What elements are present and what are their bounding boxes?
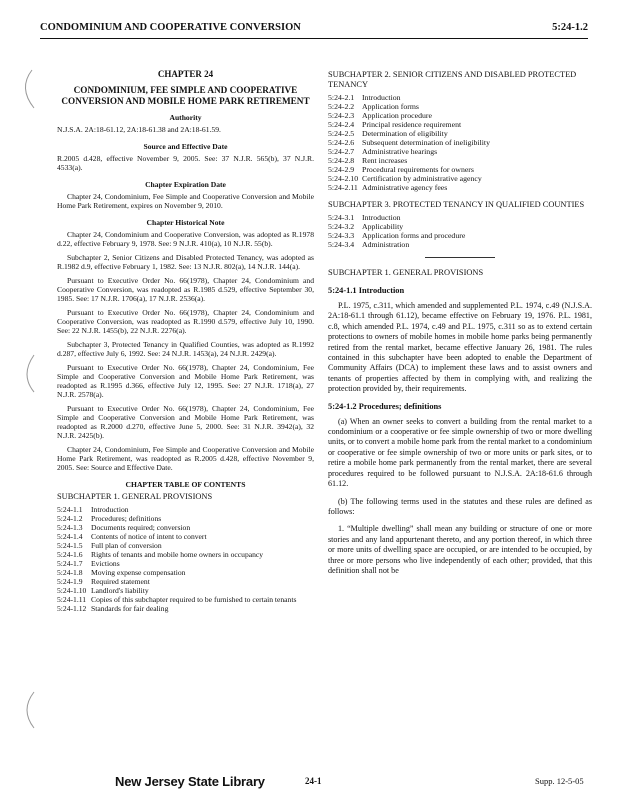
header-rule: [40, 38, 588, 39]
toc-row[interactable]: [57, 595, 314, 604]
toc-label: CHAPTER TABLE OF CONTENTS: [125, 480, 246, 489]
toc-row[interactable]: [57, 586, 314, 595]
chapter-title: CONDOMINIUM, FEE SIMPLE AND COOPERATIVE CONVERSION AND MOBILE HOME PARK RETIREMENT: [61, 85, 310, 106]
toc-number: 5:24-1.10: [57, 586, 87, 595]
toc-text: Required statement: [91, 577, 150, 586]
toc-subchapter-1-title: SUBCHAPTER 1. GENERAL PROVISIONS: [57, 492, 213, 501]
toc-row[interactable]: [328, 147, 592, 156]
toc-subchapter-3: [328, 213, 592, 249]
toc-number: 5:24-2.7: [328, 147, 355, 156]
toc-row[interactable]: [328, 156, 592, 165]
expiration-label: Chapter Expiration Date: [145, 180, 226, 189]
section-heading: 5:24-1.1 Introduction: [328, 286, 405, 295]
source-text: R.2005 d.428, effective November 9, 2005. See: 37 N.J.R. 565(b), 37 N.J.R. 4533(a).: [57, 154, 314, 172]
source-label: Source and Effective Date: [143, 142, 228, 151]
history-note: Pursuant to Executive Order No. 66(1978), Chapter 24, Condominium, Fee Simple and Cooperative Conversion and Mobile Home Park Retirement, was readopted as R.1995 d.366, effective July 12, 1995. See: 27 N.J.R. 1718(a), 27 N.J.R. 2578(a).: [57, 363, 314, 399]
toc-number: 5:24-1.11: [57, 595, 87, 604]
toc-number: 5:24-2.1: [328, 93, 355, 102]
toc-text: Rent increases: [362, 156, 408, 165]
toc-row[interactable]: [328, 138, 592, 147]
toc-number: 5:24-3.1: [328, 213, 355, 222]
toc-text: Standards for fair dealing: [91, 604, 169, 613]
toc-row[interactable]: [57, 550, 314, 559]
toc-row[interactable]: [328, 111, 592, 120]
toc-number: 5:24-1.9: [57, 577, 83, 586]
toc-number: 5:24-1.12: [57, 604, 87, 613]
definition-1: 1. “Multiple dwelling” shall mean any building or structure of one or more stories and any land appurtenant thereto, and any portion thereof, in which three or more units of dwelling space are occupied, or are intended to be occupied, by three or more persons who live independently of each other; provided, that this definition shall not be: [328, 524, 592, 575]
toc-row[interactable]: [57, 523, 314, 532]
section-paragraph-a: (a) When an owner seeks to convert a building from the rental market to a condominium or a cooperative or fee simple ownership of two or more dwelling units, or to convert a mobile home park from the rental market to a condominium or cooperative or fee simple ownership of two or more units or park sites, or to retire a mobile home park permanently from the rental market, there are several procedures required to be followed pursuant to N.J.S.A. 2A:18-61.6 through 61.12.: [328, 416, 592, 489]
section-paragraph-b: (b) The following terms used in the statutes and these rules are defined as follows:: [328, 496, 592, 516]
toc-row[interactable]: [328, 120, 592, 129]
page-number: 24-1: [305, 776, 322, 786]
toc-text: Copies of this subchapter required to be furnished to certain tenants: [91, 595, 297, 604]
chapter-number: CHAPTER 24: [157, 69, 214, 79]
history-notes: [57, 230, 314, 472]
section-text: P.L. 1975, c.311, which amended and supplemented P.L. 1974, c.49 (N.J.S.A. 2A:18-61.1 through 61.12), became effective on February 19, 1976. P.L. 1981, c.8, which amended P.L. 1974, c.49 and P.L. 1975, c.311 so as to extend certain protections to owners of mobile homes in mobile home parks being permanently retired from the rental market, became effective January 26, 1981. The rules contained in this subchapter have been adopted to enable the Department of Community Affairs (DCA) to implement these laws and to assist owners and tenants of properties affected by them in complying with, and realizing the protection provided by, their requirements.: [328, 301, 592, 394]
toc-row[interactable]: [57, 532, 314, 541]
toc-text: Documents required; conversion: [91, 523, 191, 532]
toc-text: Principal residence requirement: [362, 120, 462, 129]
toc-subchapter-3-title: SUBCHAPTER 3. PROTECTED TENANCY IN QUALIFIED COUNTIES: [328, 200, 585, 209]
toc-row[interactable]: [57, 505, 314, 514]
toc-text: Administrative agency fees: [362, 183, 448, 192]
toc-number: 5:24-1.2: [57, 514, 83, 523]
toc-row[interactable]: [328, 129, 592, 138]
toc-text: Administrative hearings: [362, 147, 438, 156]
toc-number: 5:24-1.5: [57, 541, 83, 550]
left-column: [57, 70, 314, 618]
toc-row[interactable]: [328, 102, 592, 111]
toc-text: Landlord's liability: [91, 586, 149, 595]
toc-text: Procedural requirements for owners: [362, 165, 474, 174]
toc-row[interactable]: [328, 174, 592, 183]
toc-text: Administration: [362, 240, 410, 249]
toc-row[interactable]: [57, 541, 314, 550]
toc-text: Procedures; definitions: [91, 514, 162, 523]
toc-text: Applicability: [362, 222, 404, 231]
toc-number: 5:24-2.11: [328, 183, 358, 192]
toc-number: 5:24-3.2: [328, 222, 355, 231]
toc-row[interactable]: [328, 240, 592, 249]
header-title: CONDOMINIUM AND COOPERATIVE CONVERSION: [40, 22, 301, 33]
toc-number: 5:24-1.6: [57, 550, 83, 559]
toc-row[interactable]: [57, 559, 314, 568]
toc-row[interactable]: [328, 93, 592, 102]
toc-text: Certification by administrative agency: [362, 174, 482, 183]
toc-number: 5:24-2.2: [328, 102, 355, 111]
toc-text: Contents of notice of intent to convert: [91, 532, 207, 541]
toc-text: Moving expense compensation: [91, 568, 186, 577]
toc-number: 5:24-2.5: [328, 129, 355, 138]
toc-row[interactable]: [328, 222, 592, 231]
toc-row[interactable]: [57, 514, 314, 523]
history-note: Pursuant to Executive Order No. 66(1978), Chapter 24, Condominium and Cooperative Conversion, was readopted as R.1985 d.529, effective September 30, 1985. See: 17 N.J.R. 1706(a), 17 N.J.R. 2536(a).: [57, 276, 314, 303]
history-note: Subchapter 3, Protected Tenancy in Qualified Counties, was adopted as R.1992 d.287, effective July 6, 1992. See: 24 N.J.R. 1453(a), 24 N.J.R. 2429(a).: [57, 340, 314, 358]
toc-number: 5:24-2.9: [328, 165, 355, 174]
toc-row[interactable]: [328, 165, 592, 174]
history-note: Pursuant to Executive Order No. 66(1978), Chapter 24, Condominium and Cooperative Conversion, was readopted as R.1990 d.579, effective July 10, 1990. See: 22 N.J.R. 1455(b), 22 N.J.R. 2276(a).: [57, 308, 314, 335]
toc-text: Application forms: [362, 102, 419, 111]
section-divider: [425, 257, 495, 258]
toc-number: 5:24-3.4: [328, 240, 355, 249]
running-header: [40, 22, 588, 36]
toc-text: Evictions: [91, 559, 120, 568]
toc-number: 5:24-2.8: [328, 156, 355, 165]
toc-number: 5:24-2.10: [328, 174, 359, 183]
toc-text: Subsequent determination of ineligibility: [362, 138, 490, 147]
library-logo: New Jersey State Library: [115, 774, 265, 789]
toc-subchapter-1: [57, 505, 314, 613]
toc-text: Application procedure: [362, 111, 432, 120]
body-subchapter-title: SUBCHAPTER 1. GENERAL PROVISIONS: [328, 268, 484, 277]
toc-row[interactable]: [328, 231, 592, 240]
toc-number: 5:24-2.4: [328, 120, 355, 129]
toc-text: Introduction: [91, 505, 129, 514]
toc-number: 5:24-1.1: [57, 505, 83, 514]
toc-row[interactable]: [57, 577, 314, 586]
toc-number: 5:24-2.3: [328, 111, 355, 120]
supplement-date: Supp. 12-5-05: [535, 776, 584, 786]
authority-label: Authority: [169, 113, 202, 122]
history-note: Chapter 24, Condominium and Cooperative Conversion, was adopted as R.1978 d.22, effective February 9, 1978. See: 9 N.J.R. 410(a), 10 N.J.R. 55(b).: [57, 230, 314, 248]
right-column: [328, 70, 592, 583]
expiration-text: Chapter 24, Condominium, Fee Simple and Cooperative Conversion and Mobile Home Park Retirement, expires on November 9, 2010.: [57, 192, 314, 210]
toc-text: Introduction: [362, 93, 401, 102]
history-label: Chapter Historical Note: [146, 218, 225, 227]
toc-number: 5:24-1.7: [57, 559, 83, 568]
toc-subchapter-2-title: SUBCHAPTER 2. SENIOR CITIZENS AND DISABLED PROTECTED TENANCY: [328, 70, 577, 89]
toc-text: Determination of eligibility: [362, 129, 448, 138]
toc-number: 5:24-1.4: [57, 532, 83, 541]
toc-text: Introduction: [362, 213, 401, 222]
toc-number: 5:24-2.6: [328, 138, 355, 147]
toc-subchapter-2: [328, 93, 592, 192]
toc-text: Application forms and procedure: [362, 231, 466, 240]
toc-row[interactable]: [57, 568, 314, 577]
history-note: Pursuant to Executive Order No. 66(1978), Chapter 24, Condominium, Fee Simple and Cooperative Conversion and Mobile Home Park Retirement, was readopted as R.2000 d.270, effective June 5, 2000. See: 31 N.J.R. 3942(a), 32 N.J.R. 2425(b).: [57, 404, 314, 440]
toc-row[interactable]: [57, 604, 314, 613]
toc-row[interactable]: [328, 183, 592, 192]
section-heading: 5:24-1.2 Procedures; definitions: [328, 401, 442, 411]
toc-row[interactable]: [328, 213, 592, 222]
toc-number: 5:24-1.3: [57, 523, 83, 532]
history-note: Subchapter 2, Senior Citizens and Disabled Protected Tenancy, was adopted as R.1982 d.9, effective February 1, 1982. See: 13 N.J.R. 802(a), 14 N.J.R. 144(a).: [57, 253, 314, 271]
toc-number: 5:24-1.8: [57, 568, 83, 577]
binder-hole-marks: [0, 0, 40, 800]
toc-number: 5:24-3.3: [328, 231, 355, 240]
authority-text: N.J.S.A. 2A:18-61.12, 2A:18-61.38 and 2A:18-61.59.: [57, 125, 221, 134]
page-footer: [0, 774, 618, 794]
history-note: Chapter 24, Condominium, Fee Simple and Cooperative Conversion and Mobile Home Park Retirement, was readopted as R.2005 d.428, effective November 9, 2005. See: Source and Effective Date.: [57, 445, 314, 472]
header-section: 5:24-1.2: [552, 22, 588, 33]
toc-text: Full plan of conversion: [91, 541, 162, 550]
toc-text: Rights of tenants and mobile home owners in occupancy: [91, 550, 264, 559]
